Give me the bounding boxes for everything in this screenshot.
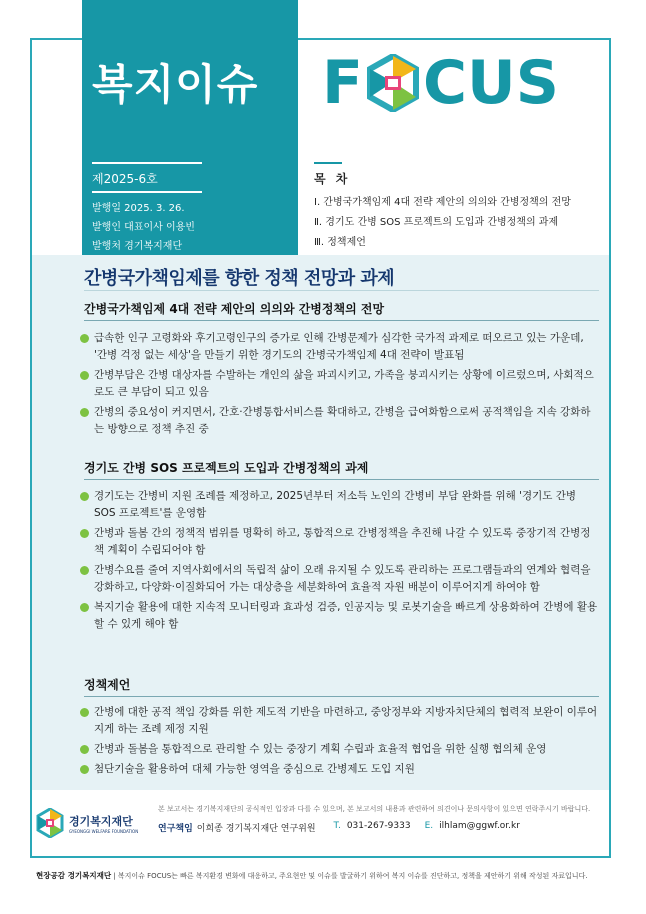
list-item: 첨단기술을 활용하여 대체 가능한 영역을 중심으로 간병제도 도입 지원: [80, 761, 600, 778]
section-rule-3: [84, 696, 599, 697]
issue-info: [92, 162, 202, 256]
tagline-bold: 현장공감 경기복지재단: [36, 871, 112, 880]
table-of-contents: [314, 162, 614, 253]
toc-item-2[interactable]: Ⅱ. 경기도 간병 SOS 프로젝트의 도입과 간병정책의 과제: [314, 217, 559, 228]
bullet-dot-icon: [80, 371, 89, 380]
focus-logo: [322, 48, 559, 118]
bullet-dot-icon: [80, 566, 89, 575]
bullet-dot-icon: [80, 334, 89, 343]
list-item: 간병과 돌봄을 통합적으로 관리할 수 있는 중장기 계획 수립과 효율적 협업을 위한 실행 협의체 운영: [80, 741, 600, 758]
email-link[interactable]: ilhlam@ggwf.or.kr: [439, 821, 520, 831]
list-item: 간병의 중요성이 커지면서, 간호·간병통합서비스를 확대하고, 간병을 급여화함으로써 공적책임을 지속 강화하는 방향으로 정책 추진 중: [80, 404, 600, 438]
bullet-dot-icon: [80, 708, 89, 717]
list-item: 간병에 대한 공적 책임 강화를 위한 제도적 기반을 마련하고, 중앙정부와 지방자치단체의 협력적 보완이 이루어지게 하는 조례 제정 지원: [80, 704, 600, 738]
tagline-text: | 복지이슈 FOCUS는 빠른 복지환경 변화에 대응하고, 주요현안 및 이슈를 발굴하기 위하여 복지 이슈를 진단하고, 정책을 제안하기 위해 작성된 자료입니다.: [113, 872, 588, 880]
hexagon-logo-icon: [367, 54, 419, 112]
publication-title: 복지이슈: [92, 60, 259, 109]
issue-date: 발행일 2025. 3. 26.: [92, 203, 185, 214]
list-item: 간병과 돌봄 간의 정책적 범위를 명확히 하고, 통합적으로 간병정책을 추진해 나갈 수 있도록 중장기적 간병정책 계획이 수립되어야 함: [80, 525, 600, 559]
issue-rule-top: [92, 162, 202, 164]
bullet-dot-icon: [80, 529, 89, 538]
foundation-logo: [36, 808, 138, 838]
disclaimer: 본 보고서는 경기복지재단의 공식적인 입장과 다를 수 있으며, 본 보고서의 내용과 관련하여 의견이나 문의사항이 있으면 연락주시기 바랍니다.: [158, 805, 591, 813]
email-label: E.: [424, 821, 434, 831]
tel-label: T.: [333, 821, 341, 831]
section-3-bullets: [80, 704, 600, 781]
foundation-logo-icon: [36, 808, 64, 838]
list-item: 복지기술 활용에 대한 지속적 모니터링과 효과성 검증, 인공지능 및 로봇기술을 빠르게 상용화하여 간병에 활용할 수 있게 해야 함: [80, 599, 600, 633]
contact-info: [158, 821, 520, 834]
contact-name: 이희종 경기복지재단 연구위원: [196, 824, 316, 834]
list-item: 간병부담은 간병 대상자를 수발하는 개인의 삶을 파괴시키고, 가족을 붕괴시키는 상황에 이르렀으며, 사회적으로도 큰 부담이 되고 있음: [80, 367, 600, 401]
section-title-3: 정책제언: [84, 678, 131, 692]
main-title-rule: [84, 290, 599, 291]
section-title-1: 간병국가책임제 4대 전략 제안의 의의와 간병정책의 전망: [84, 302, 385, 316]
list-item: 경기도는 간병비 지원 조례를 제정하고, 2025년부터 저소득 노인의 간병비 부담 완화를 위해 '경기도 간병 SOS 프로젝트'를 운영함: [80, 488, 600, 522]
toc-rule: [314, 162, 342, 164]
section-rule-1: [84, 320, 599, 321]
bullet-dot-icon: [80, 603, 89, 612]
bullet-dot-icon: [80, 492, 89, 501]
list-item: 급속한 인구 고령화와 후기고령인구의 증가로 인해 간병문제가 심각한 국가적 과제로 떠오르고 있는 가운데, '간병 걱정 없는 세상'을 만들기 위한 경기도의 간병국가책임제 4대 전략이 발표됨: [80, 330, 600, 364]
foundation-name-en: GYEONGGI WELFARE FOUNDATION: [69, 828, 139, 834]
issue-number: 제2025-6호: [92, 172, 158, 186]
list-item: 간병수요를 줄여 지역사회에서의 독립적 삶이 오래 유지될 수 있도록 관리하는 프로그램들과의 연계와 협력을 강화하고, 다양화·이질화되어 가는 대상층을 세분화하여 효율적 자원 배분이 이루어지게 하여야 함: [80, 562, 600, 596]
toc-item-1[interactable]: Ⅰ. 간병국가책임제 4대 전략 제안의 의의와 간병정책의 전망: [314, 197, 571, 208]
section-rule-2: [84, 479, 599, 480]
main-title: 간병국가책임제를 향한 정책 전망과 과제: [84, 268, 395, 289]
section-title-2: 경기도 간병 SOS 프로젝트의 도입과 간병정책의 과제: [84, 461, 369, 475]
focus-letters-cus: CUS: [423, 48, 559, 118]
section-1-bullets: [80, 330, 600, 441]
bullet-dot-icon: [80, 745, 89, 754]
issue-publisher: 발행인 대표이사 이용빈: [92, 222, 195, 233]
issue-issuer: 발행처 경기복지재단: [92, 241, 183, 252]
section-2-bullets: [80, 488, 600, 636]
contact-label: 연구책임: [158, 824, 193, 834]
tel-number[interactable]: 031-267-9333: [346, 821, 411, 831]
toc-item-3[interactable]: Ⅲ. 정책제언: [314, 237, 366, 248]
tagline: [36, 870, 588, 881]
focus-letter-f: F: [322, 48, 363, 118]
bullet-dot-icon: [80, 765, 89, 774]
bullet-dot-icon: [80, 408, 89, 417]
foundation-name: 경기복지재단: [69, 814, 133, 828]
issue-rule-bottom: [92, 191, 202, 193]
toc-heading: 목 차: [314, 172, 351, 186]
